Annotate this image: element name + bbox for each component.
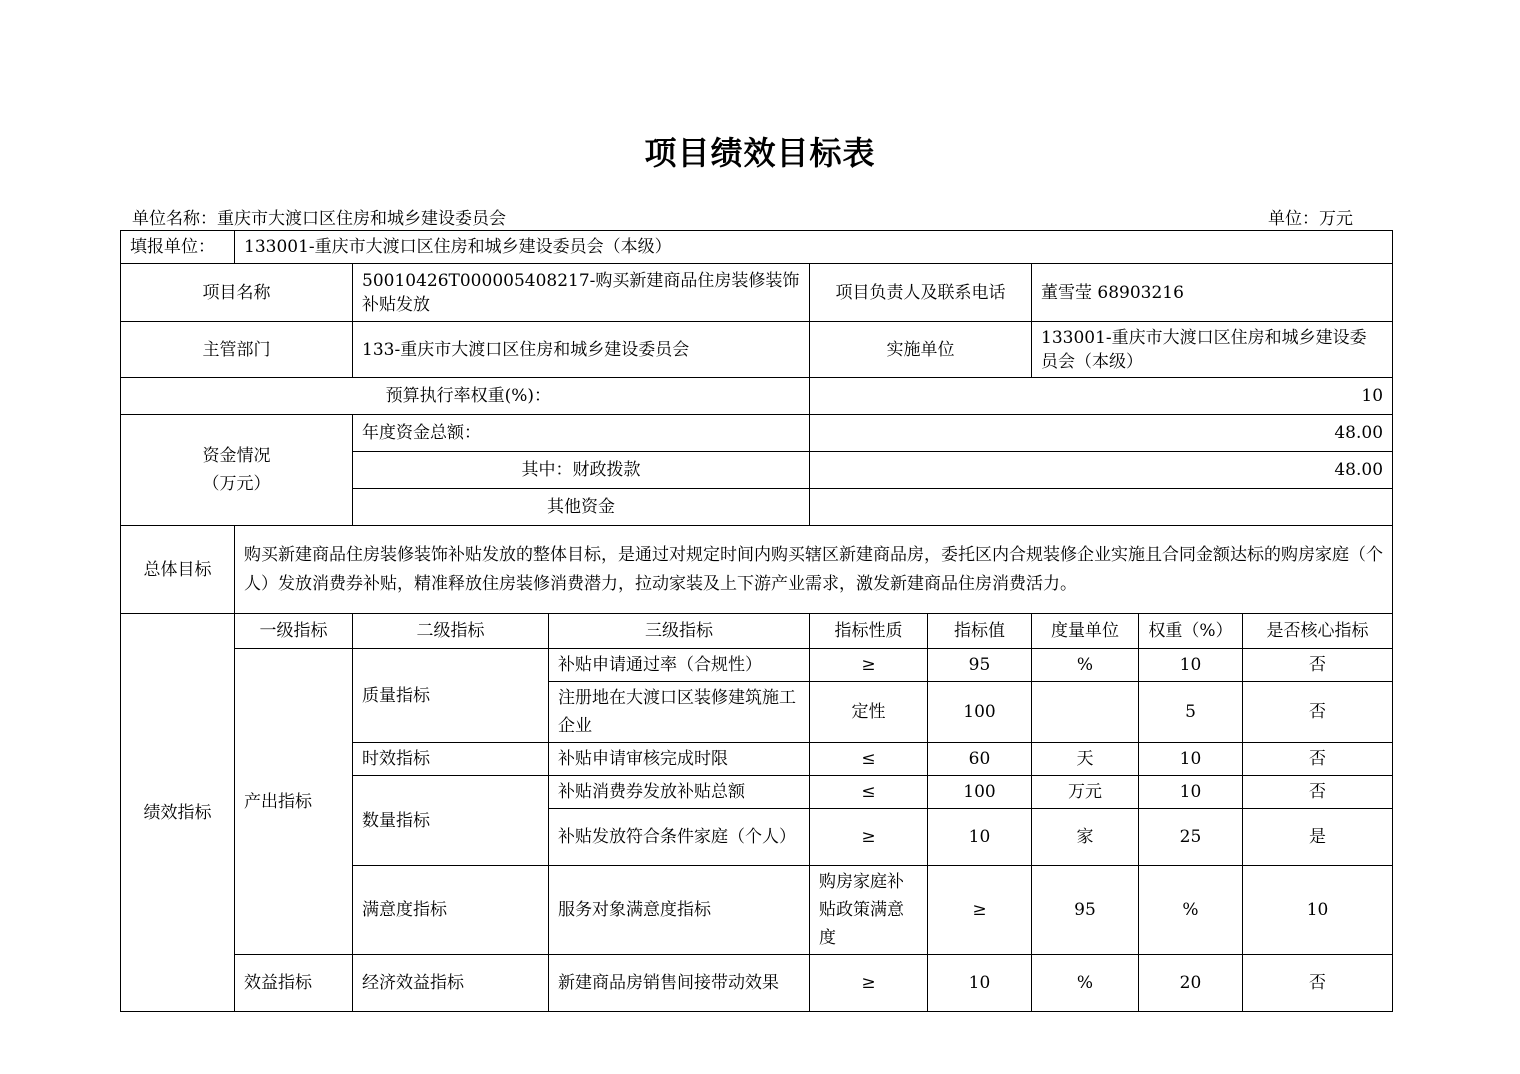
level3-cell: 补贴消费券发放补贴总额 (549, 776, 810, 809)
weight-cell: 10 (1139, 776, 1243, 809)
impl-unit-value: 133001-重庆市大渡口区住房和城乡建设委员会（本级） (1032, 322, 1393, 378)
nature-cell: ≤ (810, 743, 928, 776)
indicator-row (121, 649, 1393, 682)
nature-cell: ≥ (810, 955, 928, 1012)
value-cell: 100 (928, 682, 1032, 743)
core-cell: 否 (1243, 776, 1393, 809)
goal-text: 购买新建商品住房装修装饰补贴发放的整体目标，是通过对规定时间内购买辖区新建商品房，委托区内合规装修企业实施且合同金额达标的购房家庭（个人）发放消费券补贴，精准释放住房装修消费潜力，拉动家装及上下游产业需求，激发新建商品住房消费活力。 (235, 526, 1393, 614)
funds-total-label: 年度资金总额： (353, 415, 810, 452)
nature-cell: ≤ (810, 776, 928, 809)
unit-cell: % (1139, 866, 1243, 955)
nature-cell: ≥ (810, 649, 928, 682)
weight-cell: 10 (1243, 866, 1393, 955)
unit-cell: 万元 (1032, 776, 1139, 809)
header-unit: 度量单位 (1032, 614, 1139, 649)
funds-other-label: 其他资金 (353, 489, 810, 526)
performance-target-table (120, 230, 1393, 1012)
weight-cell: 10 (1139, 649, 1243, 682)
budget-weight-value: 10 (810, 378, 1393, 415)
indicators-label: 绩效指标 (121, 614, 235, 1012)
funds-label-line1: 资金情况 (202, 446, 271, 466)
value-cell: 95 (1032, 866, 1139, 955)
header-level2: 二级指标 (353, 614, 549, 649)
budget-weight-label: 预算执行率权重(%)： (121, 378, 810, 415)
nature-cell: ≥ (928, 866, 1032, 955)
funds-other-value (810, 489, 1393, 526)
value-cell: 60 (928, 743, 1032, 776)
project-name-value: 50010426T000005408217-购买新建商品住房装修装饰补贴发放 (353, 264, 810, 322)
header-level1: 一级指标 (235, 614, 353, 649)
level2-service-satisfaction: 服务对象满意度指标 (549, 866, 810, 955)
dept-value: 133-重庆市大渡口区住房和城乡建设委员会 (353, 322, 810, 378)
weight-cell: 25 (1139, 809, 1243, 866)
level3-cell: 注册地在大渡口区装修建筑施工企业 (549, 682, 810, 743)
value-cell: 95 (928, 649, 1032, 682)
level3-cell: 新建商品房销售间接带动效果 (549, 955, 810, 1012)
funds-total-value: 48.00 (810, 415, 1393, 452)
level1-benefit: 效益指标 (235, 955, 353, 1012)
project-name-label: 项目名称 (121, 264, 353, 322)
fill-unit-label: 填报单位： (121, 231, 235, 264)
header-weight: 权重（%） (1139, 614, 1243, 649)
level3-cell: 补贴申请审核完成时限 (549, 743, 810, 776)
nature-cell: 定性 (810, 682, 928, 743)
funds-fiscal-value: 48.00 (810, 452, 1393, 489)
level3-cell: 购房家庭补贴政策满意度 (810, 866, 928, 955)
fill-unit-row (121, 231, 1393, 264)
project-contact-value: 董雪莹 68903216 (1032, 264, 1393, 322)
level1-output: 产出指标 (235, 649, 353, 955)
unit-cell (1032, 682, 1139, 743)
header-level3: 三级指标 (549, 614, 810, 649)
core-cell: 否 (1243, 743, 1393, 776)
header-core: 是否核心指标 (1243, 614, 1393, 649)
value-cell: 10 (928, 955, 1032, 1012)
weight-cell: 20 (1139, 955, 1243, 1012)
level3-cell: 补贴发放符合条件家庭（个人） (549, 809, 810, 866)
core-cell: 否 (1243, 955, 1393, 1012)
value-cell: 10 (928, 809, 1032, 866)
nature-cell: ≥ (810, 809, 928, 866)
fill-unit-value: 133001-重庆市大渡口区住房和城乡建设委员会（本级） (235, 231, 1393, 264)
dept-label: 主管部门 (121, 322, 353, 378)
level2-timeliness: 时效指标 (353, 743, 549, 776)
unit-cell: 家 (1032, 809, 1139, 866)
page-title: 项目绩效目标表 (644, 134, 876, 172)
dept-row (121, 322, 1393, 378)
indicator-header-row (121, 614, 1393, 649)
goal-label: 总体目标 (121, 526, 235, 614)
level1-satisfaction: 满意度指标 (353, 866, 549, 955)
level3-cell: 补贴申请通过率（合规性） (549, 649, 810, 682)
core-cell: 否 (1243, 649, 1393, 682)
impl-unit-label: 实施单位 (810, 322, 1032, 378)
funds-label-line2: （万元） (202, 474, 271, 494)
funds-fiscal-label: 其中：财政拨款 (353, 452, 810, 489)
project-row (121, 264, 1393, 322)
unit-cell: % (1032, 955, 1139, 1012)
header-value: 指标值 (928, 614, 1032, 649)
project-contact-label: 项目负责人及联系电话 (810, 264, 1032, 322)
core-cell: 是 (1243, 809, 1393, 866)
currency-unit-label: 单位：万元 (1268, 209, 1353, 229)
level2-economic-benefit: 经济效益指标 (353, 955, 549, 1012)
header-nature: 指标性质 (810, 614, 928, 649)
indicator-row (121, 955, 1393, 1012)
unit-cell: % (1032, 649, 1139, 682)
goal-row (121, 526, 1393, 614)
unit-name-label: 单位名称：重庆市大渡口区住房和城乡建设委员会 (132, 209, 506, 229)
budget-weight-row (121, 378, 1393, 415)
core-cell: 否 (1243, 682, 1393, 743)
value-cell: 100 (928, 776, 1032, 809)
level2-quantity: 数量指标 (353, 776, 549, 866)
funds-label (121, 415, 353, 526)
funds-total-row (121, 415, 1393, 452)
level2-quality: 质量指标 (353, 649, 549, 743)
weight-cell: 10 (1139, 743, 1243, 776)
unit-cell: 天 (1032, 743, 1139, 776)
weight-cell: 5 (1139, 682, 1243, 743)
